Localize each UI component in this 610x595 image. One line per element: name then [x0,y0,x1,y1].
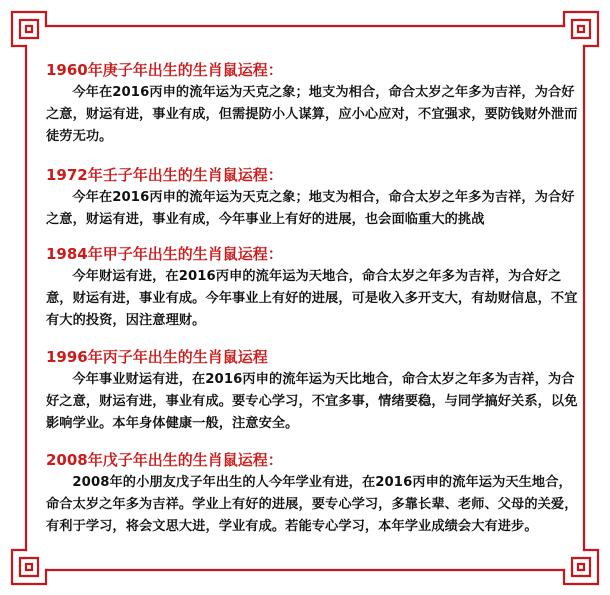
section-body: 今年在2016丙申的流年运为天克之象；地支为相合，命合太岁之年多为吉祥，为合好之意，财运有进，事业有成，但需提防小人谋算，应小心应对，不宜强求，要防钱财外泄而徒劳无功。 [46,85,578,144]
section-title: 1972年壬子年出生的生肖鼠运程： [46,166,283,184]
section-title: 1984年甲子年出生的生肖鼠运程： [46,245,283,263]
section-body: 2008年的小朋友戊子年出生的人今年学业有进，在2016丙申的流年运为天生地合，命合太岁之年多为吉祥。学业上有好的进展，要专心学习，多靠长辈、老师、父母的关爱，有利于学习，将会文思大进，学业有成。若能专心学习，本年学业成绩会大有进步。 [46,475,578,534]
section-1996 [46,347,578,435]
section-2008 [46,450,578,538]
section-1972 [46,165,578,231]
corner-ornament-bottom-left [12,550,46,584]
section-body: 今年财运有进，在2016丙申的流年运为天地合，命合太岁之年多为吉祥，为合好之意，财运有进，事业有成。今年事业上有好的进展，可是收入多开支大，有劫财信息，不宜有大的投资，因注意理财。 [46,269,578,328]
section-1984 [46,244,578,332]
section-title: 1996年丙子年出生的生肖鼠运程 [46,348,268,366]
section-title: 1960年庚子年出生的生肖鼠运程： [46,61,283,79]
section-body: 今年在2016丙申的流年运为天克之象；地支为相合，命合太岁之年多为吉祥，为合好之意，财运有进，事业有成，今年事业上有好的进展，也会面临重大的挑战 [46,190,575,227]
fortune-content [46,60,578,538]
corner-ornament-top-left [12,12,46,46]
section-title: 2008年戊子年出生的生肖鼠运程： [46,451,283,469]
section-body: 今年事业财运有进，在2016丙申的流年运为天比地合，命合太岁之年多为吉祥，为合好之意，财运有进，事业有成。要专心学习，不宜多事，情绪要稳，与同学搞好关系，以免影响学业。本年身体健康一般，注意安全。 [46,372,578,431]
corner-ornament-top-right [564,12,598,46]
corner-ornament-bottom-right [564,550,598,584]
section-1960 [46,60,578,148]
